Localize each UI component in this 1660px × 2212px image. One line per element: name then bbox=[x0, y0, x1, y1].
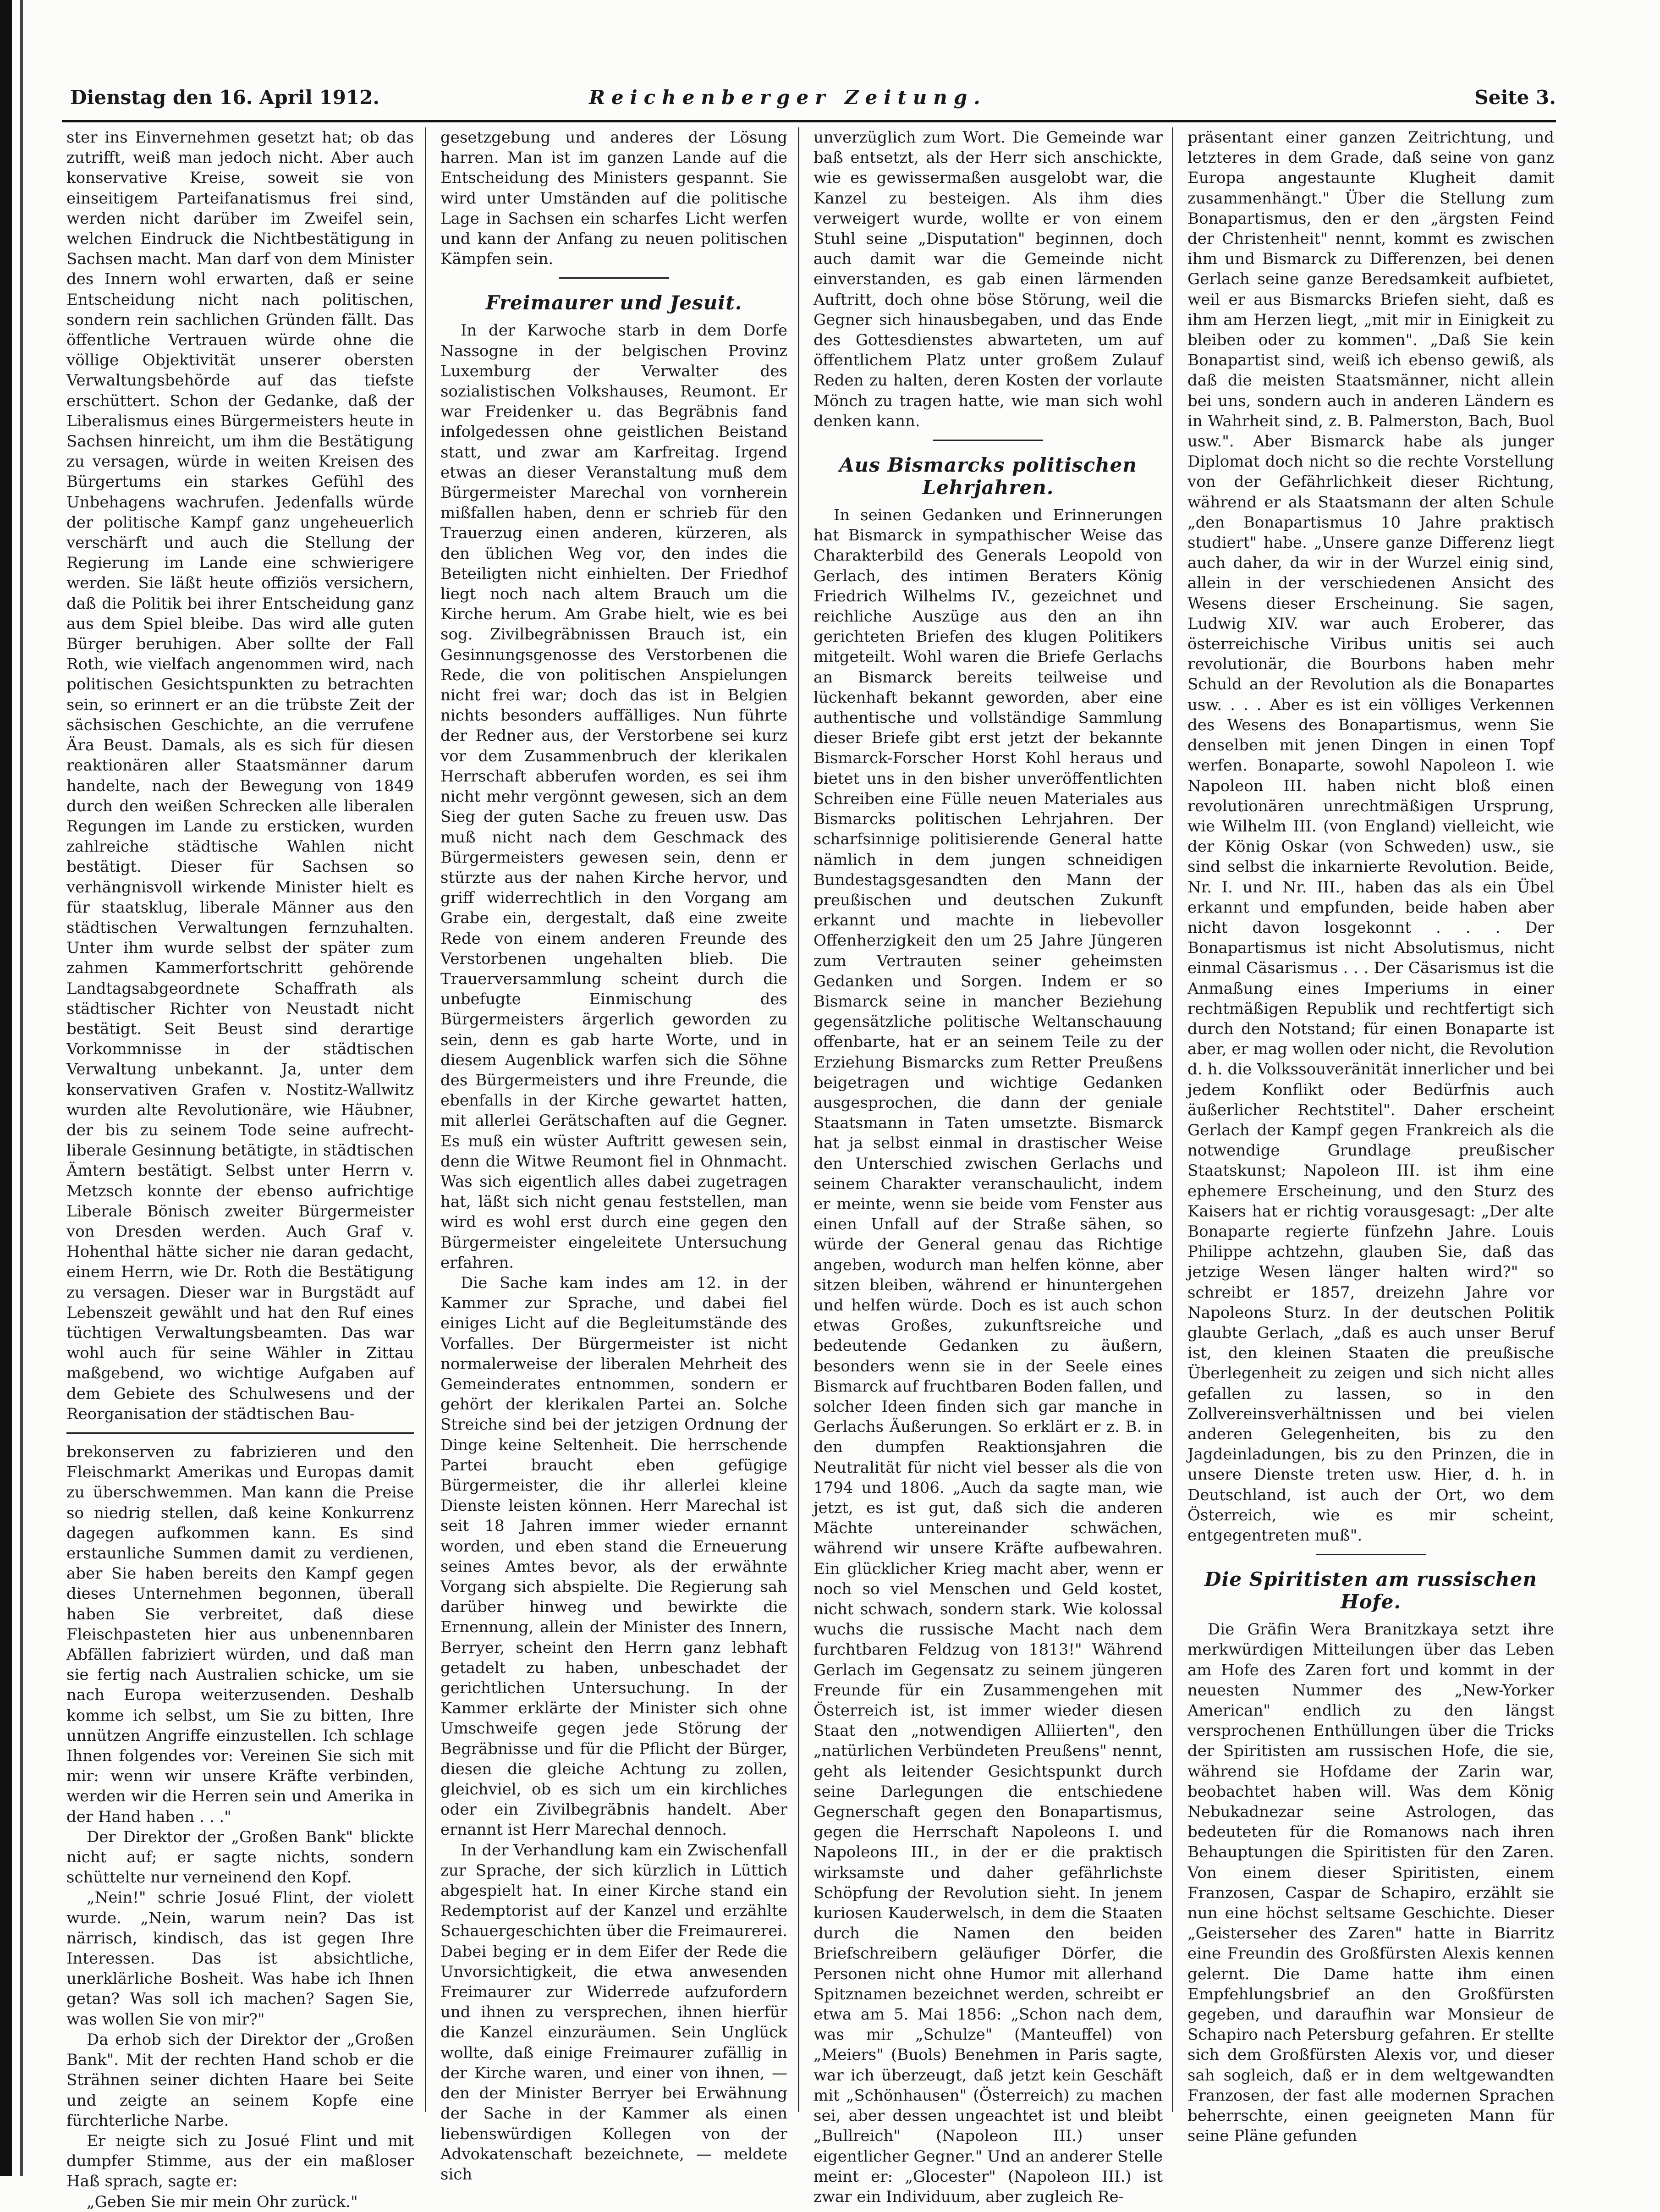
issue-date: Dienstag den 16. April 1912. bbox=[70, 86, 379, 109]
article-heading: Aus Bismarcks politischen Lehrjahren. bbox=[839, 454, 1137, 499]
running-head bbox=[62, 86, 1556, 114]
article-text: In der Verhandlung kam ein Zwischenfall zur Sprache, der sich kürzlich in Lüttich abgespielt hat. In einer Kirche stand ein Redemptorist auf der Kanzel und erzählte Schauergeschichten über die Freimaurerei. Dabei beging er in dem Eifer der Rede die Unvorsichtigkeit, die etwa anwesenden Freimaurer zur Widerrede aufzufordern und ihnen zu versprechen, ihnen hierfür die Kanzel einzuräumen. Sein Unglück wollte, daß einige Freimaurer zufällig in der Kirche waren, und einer von ihnen, — den der Minister Berryer bei Erwähnung der Sache in der Kammer als einen liebenswürdigen Kollegen von der Advokatenschaft bezeichnete, — meldete sich bbox=[440, 1841, 787, 2184]
column-rule-2 bbox=[798, 127, 799, 2112]
article-text: In seinen Gedanken und Erinnerungen hat Bismarck in sympathischer Weise das Charakterbild des Generals Leopold von Gerlach, des intimen Beraters König Friedrich Wilhelms IV., gezeichnet und reichliche Auszüge aus den an ihn gerichteten Briefen des klugen Politikers mitgeteilt. Wohl waren die Briefe Gerlachs an Bismarck bereits teilweise und lückenhaft bekannt geworden, aber eine authentische und vollständige Sammlung dieser Briefe gibt erst jetzt der bekannte Bismarck-Forscher Horst Kohl heraus und bietet uns in den bisher unveröffentlichten Schreiben eine Fülle neuen Materiales aus Bismarcks politischen Lehrjahren. Der scharfsinnige politisierende General hatte nämlich in dem jungen schneidigen Bundestagsgesandten den Mann der preußischen und deutschen Zukunft erkannt und machte in liebevoller Offenherzigkeit den um 25 Jahre Jüngeren zum Vertrauten seiner geheimsten Gedanken und Sorgen. Indem er so Bismarck seine in mancher Beziehung gegensätzliche politische Weltanschauung offenbarte, hat er an seinem Teile zu der Erziehung Bismarcks zum Retter Preußens beigetragen und wichtige Gedanken ausgesprochen, die dann der geniale Staatsmann in Taten umsetzte. Bismarck hat ja selbst einmal in drastischer Weise den Unterschied zwischen Gerlachs und seinem Charakter veranschaulicht, indem er meinte, wenn sie beide vom Fenster aus einen Unfall auf der Straße sähen, so würde der General genau das Richtige angeben, wodurch man helfen könne, aber sitzen bleiben, während er hinuntergehen und helfen würde. Doch es ist auch schon etwas Großes, zukunftsreiche und bedeutende Gedanken zu äußern, besonders wenn sie in der Seele eines Bismarck auf fruchtbaren Boden fallen, und solcher Ideen finden sich gar manche in Gerlachs Äußerungen. So erklärt er z. B. in den dumpfen Reaktionsjahren die Neutralität für nicht viel besser als die von 1794 und 1806. „Auch da sagte man, wie jetzt, es ist gut, daß sich die anderen Mächte untereinander schwächen, während wir unsere Kräfte aufbewahren. Ein glücklicher Krieg macht aber, wenn er noch so viel Menschen und Geld kostet, nicht schwach, sondern stark. Wie kolossal wuchs die russische Macht nach dem furchtbaren Feldzug von 1813!" Während Gerlach im Gegensatz zu seinem jüngeren Freunde für ein Zusammengehen mit Österreich ist, ist immer wieder diesen Staat den „notwendigen Alliierten", den „natürlichen Verbündeten Preußens" nennt, geht als leitender Gesichtspunkt durch seine Darlegungen die entschiedene Gegnerschaft gegen den Bonapartismus, gegen die Herrschaft Napoleons I. und Napoleons III., in der er die praktisch wirksamste und daher gefährlichste Schöpfung der Revolution sieht. In jenem kuriosen Kauderwelsch, in dem die Staaten durch die Namen den beiden Briefschreibern geläufiger Dörfer, die Personen nicht ohne Humor mit allerhand Spitznamen bezeichnet werden, schreibt er etwa am 5. Mai 1856: „Schon nach dem, was mir „Schulze" (Manteuffel) von „Meiers" (Buols) Benehmen in Paris sagte, war ich überzeugt, daß jetzt kein Geschäft mit „Schönhausen" (Österreich) zu machen sei, aber dessen ungeachtet ist und bleibt „Bullreich" (Napoleon III.) unser eigentlicher Gegner." Und an anderer Stelle meint er: „Glocester" (Napoleon III.) ist zwar ein Individuum, aber zugleich Re- bbox=[814, 506, 1163, 2206]
article-heading: Die Spiritisten am russischen Hofe. bbox=[1204, 1568, 1537, 1613]
section-rule bbox=[1316, 1554, 1426, 1555]
feuilleton-rule bbox=[66, 1432, 414, 1434]
article-text: gesetzgebung und anderes der Lösung harren. Man ist im ganzen Lande auf die Entscheidung des Ministers gespannt. Sie wird unter Umständen auf die politische Lage in Sachsen ein scharfes Licht werfen und kann der Anfang zu neuen politischen Kämpfen sein. bbox=[440, 128, 787, 269]
article-text: Die Gräfin Wera Branitzkaya setzt ihre merkwürdigen Mitteilungen über das Leben am Hofe des Zaren fort und kommt in der neuesten Nummer des „New-Yorker American" endlich zu den längst versprochenen Enthüllungen über die Tricks der Spiritisten am russischen Hofe, die sie, während sie Hofdame der Zarin war, beobachtet haben will. Was dem König Nebukadnezar seine Astrologen, das bedeuteten für die Romanows nach ihren Behauptungen die Spiritisten für den Zaren. Von einem dieser Spiritisten, einem Franzosen, Caspar de Schapiro, erzählt sie nun eine höchst seltsame Geschichte. Dieser „Geisterseher des Zaren" hatte in Biarritz eine Freundin des Großfürsten Alexis kennen gelernt. Die Dame hatte ihm einen Empfehlungsbrief an den Großfürsten gegeben, und daraufhin war Monsieur de Schapiro nach Petersburg gefahren. Er stellte sich dem Großfürsten Alexis vor, und dieser sah sogleich, daß er in dem weltgewandten Franzosen, der fast alle modernen Sprachen beherrschte, einen geeigneten Mann für seine Pläne gefunden bbox=[1187, 1620, 1554, 2146]
column-1 bbox=[66, 127, 414, 2212]
column-rule-3 bbox=[1172, 127, 1173, 2112]
section-rule bbox=[933, 440, 1043, 441]
column-4 bbox=[1187, 127, 1554, 2146]
feuilleton-text: „Nein!" schrie Josué Flint, der violett wurde. „Nein, warum nein? Das ist närrisch, kindisch, das ist gegen Ihre Interessen. Das ist absichtliche, unerklärliche Bosheit. Was habe ich Ihnen getan? Was soll ich machen? Sagen Sie, was wollen Sie von mir?" bbox=[66, 1888, 414, 2029]
scan-edge-line bbox=[20, 0, 23, 2176]
feuilleton-text: Der Direktor der „Großen Bank" blickte nicht auf; er sagte nichts, sondern schüttelte nur verneinend den Kopf. bbox=[66, 1827, 414, 1887]
column-3 bbox=[814, 127, 1163, 2207]
article-text: unverzüglich zum Wort. Die Gemeinde war baß entsetzt, als der Herr sich anschickte, wie es gewissermaßen ausgelobt war, die Kanzel zu besteigen. Als ihm dies verweigert wurde, wollte er von einem Stuhl seine „Disputation" beginnen, doch auch damit war die Gemeinde nicht einverstanden, es gab einen lärmenden Auftritt, doch ohne böse Störung, weil die Gegner sich hinausbegaben, und das Ende des Gottesdienstes abwarteten, um auf öffentlichem Platz unter großem Zulauf Reden zu halten, deren Kosten der vorlaute Mönch zu tragen hatte, wie man sich wohl denken kann. bbox=[814, 128, 1163, 430]
article-text: In der Karwoche starb in dem Dorfe Nassogne in der belgischen Provinz Luxemburg der Verwalter des sozialistischen Volkshauses, Reumont. Er war Freidenker u. das Begräbnis fand infolgedessen ohne geistlichen Beistand statt, und zwar am Karfreitag. Irgend etwas an dieser Veranstaltung muß dem Bürgermeister Marechal von vornherein mißfallen haben, denn er schrieb für den Trauerzug einen anderen, kürzeren, als den üblichen Weg vor, den indes die Beteiligten nicht einhielten. Der Friedhof liegt noch nach altem Brauch um die Kirche herum. Am Grabe hielt, wie es bei sog. Zivilbegräbnissen Brauch ist, ein Gesinnungsgenosse des Verstorbenen die Rede, die von politischen Anspielungen nicht frei war; doch das ist in Belgien nichts besonders auffälliges. Nun führte der Redner aus, der Verstorbene sei kurz vor dem Zusammenbruch der klerikalen Herrschaft abberufen worden, es sei ihm nicht mehr vergönnt gewesen, sich an dem Sieg der guten Sache zu freuen usw. Das muß nicht nach dem Geschmack des Bürgermeisters gewesen sein, denn er stürzte aus der nahen Kirche hervor, und griff widerrechtlich in den Vorgang am Grabe ein, dergestalt, daß eine zweite Rede von einem anderen Freunde des Verstorbenen ungehalten blieb. Die Trauerversammlung scheint durch die unbefugte Einmischung des Bürgermeisters ärgerlich geworden zu sein, denn es gab harte Worte, und in diesem Augenblick warfen sich die Söhne des Bürgermeisters und ihre Freunde, die ebenfalls in der Kirche gewartet hatten, mit allerlei Gerätschaften auf die Gegner. Es muß ein wüster Auftritt gewesen sein, denn die Witwe Reumont fiel in Ohnmacht. Was sich eigentlich alles dabei zugetragen hat, läßt sich nicht genau feststellen, man wird es wohl erst durch eine gegen den Bürgermeister eingeleitete Untersuchung erfahren. bbox=[440, 321, 787, 1272]
page-number: Seite 3. bbox=[1474, 86, 1556, 109]
article-text: Die Sache kam indes am 12. in der Kammer zur Sprache, und dabei fiel einiges Licht auf die Begleitumstände des Vorfalles. Der Bürgermeister ist nicht normalerweise der liberalen Mehrheit des Gemeinderates entnommen, sondern er gehört der klerikalen Partei an. Solche Streiche sind bei der jetzigen Ordnung der Dinge keine Seltenheit. Die herrschende Partei braucht eben gefügige Bürgermeister, die ihr allerlei kleine Dienste leisten können. Herr Marechal ist seit 18 Jahren immer wieder ernannt worden, und eben stand die Erneuerung seines Amtes bevor, als der erwähnte Vorgang sich abspielte. Die Regierung sah darüber hinweg und bewirkte die Ernennung, allein der Minister des Innern, Berryer, scheint den Herrn ganz lebhaft getadelt zu haben, unbeschadet der gerichtlichen Untersuchung. In der Kammer erklärte der Minister sich ohne Umschweife gegen jede Störung der Begräbnisse und für die Pflicht der Bürger, diesen die gleiche Achtung zu zollen, gleichviel, ob es sich um ein kirchliches oder ein Zivilbegräbnis handelt. Aber ernannt ist Herr Marechal dennoch. bbox=[440, 1273, 787, 1839]
newspaper-title: Reichenberger Zeitung. bbox=[589, 86, 987, 109]
article-text: ster ins Einvernehmen gesetzt hat; ob das zutrifft, weiß man jedoch nicht. Aber auch konservative Kreise, soweit sie von einseitigem Parteifanatismus frei sind, werden nicht darüber im Zweifel sein, welchen Eindruck die Nichtbestätigung in Sachsen macht. Man darf von dem Minister des Innern wohl erwarten, daß er seine Entscheidung nicht nach politischen, sondern rein sachlichen Gründen fällt. Das öffentliche Vertrauen würde ohne die völlige Objektivität unserer obersten Verwaltungsbehörde auf das tiefste erschüttert. Schon der Gedanke, daß der Liberalismus eines Bürgermeisters heute in Sachsen hinreicht, um ihm die Bestätigung zu versagen, würde in weiten Kreisen des Bürgertums ein starkes Gefühl des Unbehagens wachrufen. Jedenfalls würde der politische Kampf ganz ungeheuerlich verschärft und auch die Stellung der Regierung im Lande eine schwierigere werden. Sie läßt heute offiziös versichern, daß die Politik bei ihrer Entscheidung ganz aus dem Spiel bleibe. Das wird alle guten Bürger beruhigen. Aber sollte der Fall Roth, wie vielfach angenommen wird, nach politischen Gesichtspunkten zu betrachten sein, so erinnert er an die trübste Zeit der sächsischen Geschichte, an die verrufene Ära Beust. Damals, als es sich für diesen reaktionären aller Staatsmänner darum handelte, nach der Bewegung von 1849 durch den weißen Schrecken alle liberalen Regungen im Lande zu ersticken, wurden zahlreiche städtische Wahlen nicht bestätigt. Dieser für Sachsen so verhängnisvoll wirkende Minister hielt es für staatsklug, liberale Männer aus den städtischen Verwaltungen fernzuhalten. Unter ihm wurde selbst der später zum zahmen Kammerfortschritt gehörende Landtagsabgeordnete Schaffrath als städtischer Richter von Neustadt nicht bestätigt. Seit Beust sind derartige Vorkommnisse in der städtischen Verwaltung unbekannt. Ja, unter dem konservativen Grafen v. Nostitz-Wallwitz wurden alte Revolutionäre, wie Häubner, der bis zu seinem Tode seine aufrecht-liberale Gesinnung betätigte, in städtischen Ämtern bestätigt. Selbst unter Herrn v. Metzsch konnte der ebenso aufrichtige Liberale Bönisch zweiter Bürgermeister von Dresden werden. Auch Graf v. Hohenthal hätte sicher nie daran gedacht, einem Herrn, wie Dr. Roth die Bestätigung zu versagen. Dieser war in Burgstädt auf Lebenszeit gewählt und hat den Ruf eines tüchtigen Verwaltungsbeamten. Das war wohl auch für seine Wähler in Zittau maßgebend, wo wichtige Aufgaben auf dem Gebiete des Schulwesens und der Reorganisation der städtischen Bau- bbox=[66, 128, 414, 1423]
head-rule bbox=[62, 120, 1556, 122]
column-rule-1 bbox=[425, 127, 426, 2112]
feuilleton-text: brekonserven zu fabrizieren und den Fleischmarkt Amerikas und Europas damit zu überschwemmen. Man kann die Preise so niedrig stellen, daß keine Konkurrenz dagegen aufkommen kann. Es sind erstaunliche Summen damit zu verdienen, aber Sie haben bereits den Kampf gegen dieses Unternehmen begonnen, überall haben Sie verbreitet, daß diese Fleischpasteten hier aus unbenennbaren Abfällen fabriziert würden, und daß man sie fertig nach Australien schicke, um sie nach Europa weiterzusenden. Deshalb komme ich selbst, um Sie zu bitten, Ihre unnützen Angriffe einzustellen. Ich schlage Ihnen folgendes vor: Vereinen Sie sich mit mir: wenn wir unsere Kräfte verbinden, werden wir die Herren sein und Amerika in der Hand haben . . ." bbox=[66, 1443, 414, 1826]
feuilleton-text: Er neigte sich zu Josué Flint und mit dumpfer Stimme, aus der ein maßloser Haß sprach, sagte er: bbox=[66, 2131, 414, 2191]
scan-edge-shadow bbox=[0, 0, 12, 2176]
feuilleton-text: Da erhob sich der Direktor der „Großen Bank". Mit der rechten Hand schob er die Strähnen seiner dichten Haare bei Seite und zeigte an seinem Kopfe eine fürchterliche Narbe. bbox=[66, 2030, 414, 2130]
column-2 bbox=[440, 127, 787, 2184]
article-heading: Freimaurer und Jesuit. bbox=[485, 292, 742, 314]
feuilleton-text: „Geben Sie mir mein Ohr zurück." bbox=[87, 2192, 358, 2211]
article-text: präsentant einer ganzen Zeitrichtung, und letzteres in dem Grade, daß seine von ganz Europa angestaunte Klugheit damit zusammenhängt." Über die Stellung zum Bonapartismus, den er den „ärgsten Feind der Christenheit" nennt, kommt es zwischen ihm und Bismarck zu Differenzen, bei denen Gerlach seine ganze Beredsamkeit aufbietet, weil er aus Bismarcks Briefen sieht, daß es ihm am Herzen liegt, „mit mir in Einigkeit zu bleiben oder zu kommen". „Daß Sie kein Bonapartist sind, weiß ich ebenso gewiß, als daß die meisten Staatsmänner, nicht allein bei uns, sondern auch in anderen Ländern es in Wahrheit sind, z. B. Palmerston, Bach, Buol usw.". Aber Bismarck habe als junger Diplomat doch nicht so die rechte Vorstellung von der Gefährlichkeit dieser Richtung, während er als Staatsmann der alten Schule „den Bonapartismus 10 Jahre praktisch studiert" habe. „Unsere ganze Differenz liegt auch daher, da wir in der Wurzel einig sind, allein in der verschiedenen Ansicht des Wesens dieser Erscheinung. Sie sagen, Ludwig XIV. war auch Eroberer, das österreichische Viribus unitis sei auch revolutionär, die Bourbons haben mehr Schuld an der Revolution als die Bonapartes usw. . . . Aber es ist ein völliges Verkennen des Wesens des Bonapartismus, wenn Sie denselben mit jenen Dingen in einen Topf werfen. Bonaparte, sowohl Napoleon I. wie Napoleon III. haben nicht bloß einen revolutionären unrechtmäßigen Ursprung, wie Wilhelm III. (von England) vielleicht, wie der König Oskar (von Schweden) usw., sie sind selbst die inkarnierte Revolution. Beide, Nr. I. und Nr. III., haben das als ein Übel erkannt und empfunden, beide haben aber nicht davon losgekonnt . . . Der Bonapartismus ist nicht Absolutismus, nicht einmal Cäsarismus . . . Der Cäsarismus ist die Anmaßung eines Imperiums in einer rechtmäßigen Republik und rechtfertigt sich durch den Notstand; für einen Bonaparte ist aber, er mag wollen oder nicht, die Revolution d. h. die Volkssouveränität innerlicher und bei jedem Konflikt oder Bedürfnis auch äußerlicher Rechtstitel". Daher erscheint Gerlach der Kampf gegen Frankreich als die notwendige Grundlage preußischer Staatskunst; Napoleon III. ist ihm eine ephemere Erscheinung, und den Sturz des Kaisers hat er richtig vorausgesagt: „Der alte Bonaparte regierte fünfzehn Jahre. Louis Philippe achtzehn, glauben Sie, daß das jetzige Wesen länger halten wird?" so schreibt er 1857, dreizehn Jahre vor Napoleons Sturz. In der deutschen Politik glaubte Gerlach, „daß es auch unser Beruf ist, den kleinen Staaten die preußische Überlegenheit zu zeigen und sich nicht alles gefallen zu lassen, so in den Zollvereinsverhältnissen und bei vielen anderen Gelegenheiten, bis zu den Jagdeinladungen, bis zu den Prinzen, die in unsere Dienste treten usw. Hier, d. h. in Deutschland, ist auch der Ort, wo dem Österreich, wie es mir scheint, entgegentreten muß". bbox=[1187, 128, 1554, 1545]
section-rule bbox=[559, 277, 669, 279]
newspaper-page bbox=[62, 78, 1556, 2211]
